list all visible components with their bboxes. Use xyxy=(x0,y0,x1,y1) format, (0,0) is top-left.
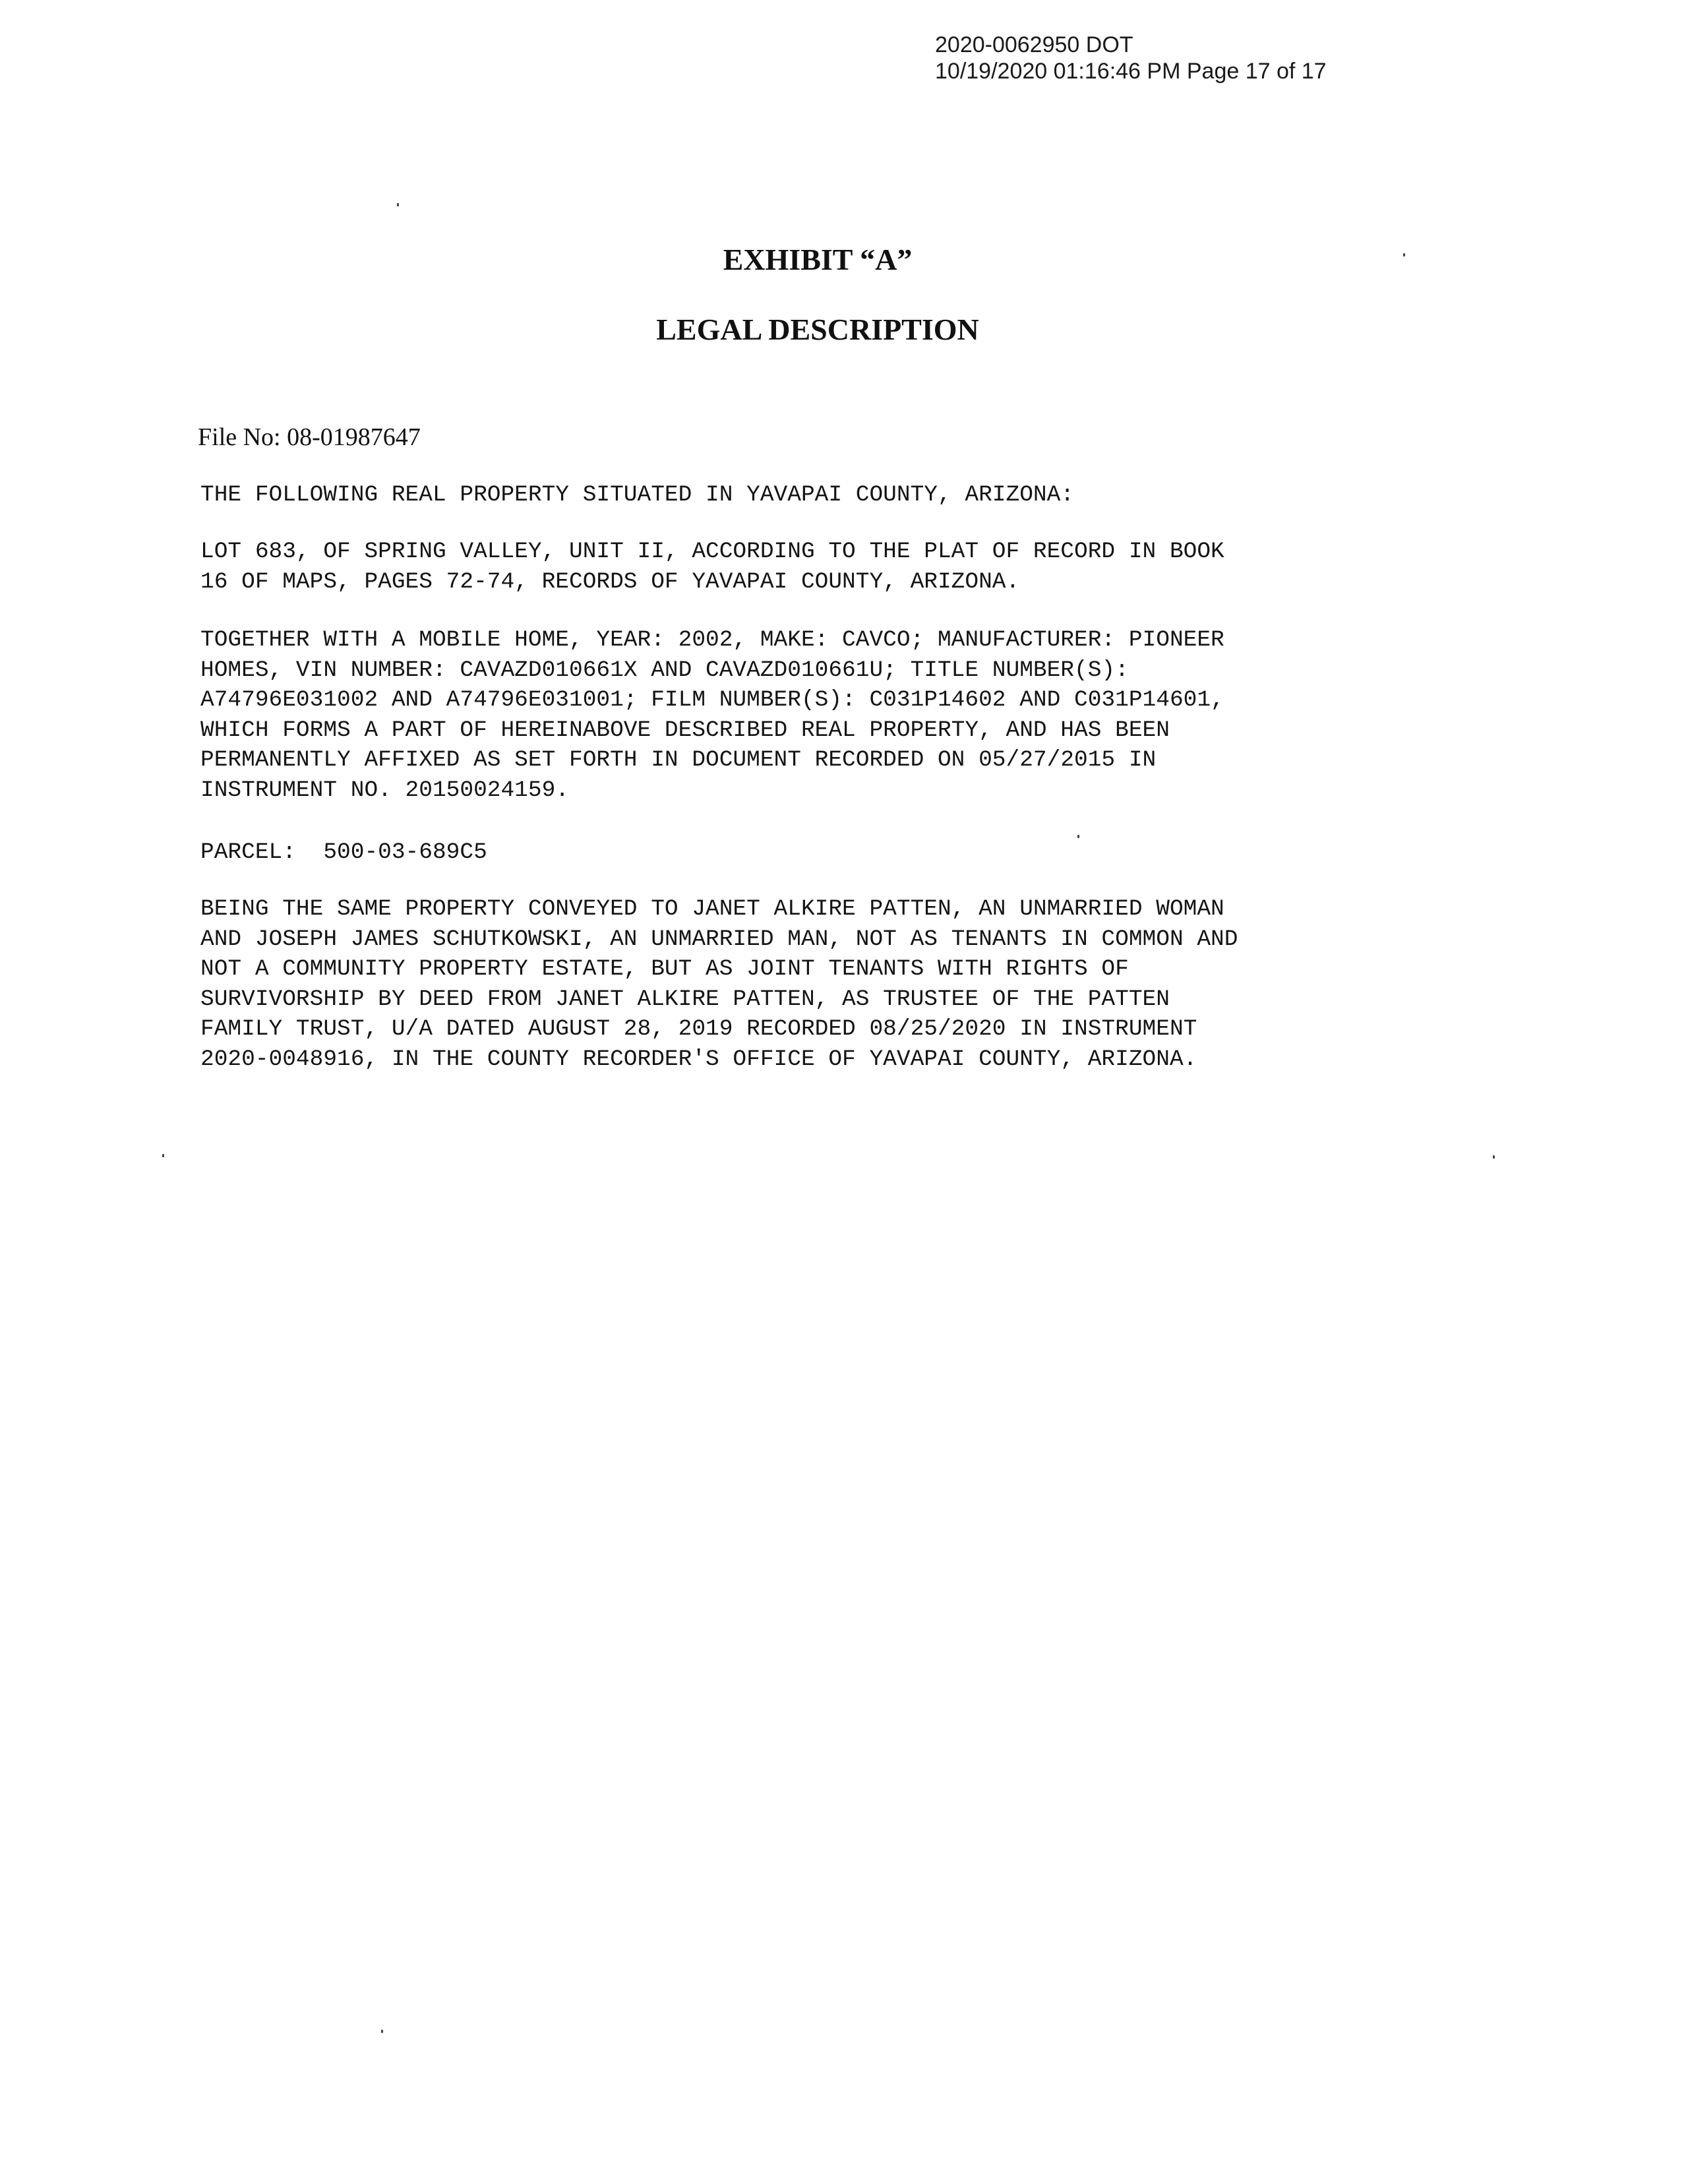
text-line: THE FOLLOWING REAL PROPERTY SITUATED IN YAVAPAI COUNTY, ARIZONA: xyxy=(200,482,1075,508)
text-line: AND JOSEPH JAMES SCHUTKOWSKI, AN UNMARRIED MAN, NOT AS TENANTS IN COMMON AND xyxy=(200,926,1238,952)
scan-speck xyxy=(1403,253,1405,257)
exhibit-heading: EXHIBIT “A” xyxy=(723,243,913,276)
text-line: FAMILY TRUST, U/A DATED AUGUST 28, 2019 RECORDED 08/25/2020 IN INSTRUMENT xyxy=(200,1016,1197,1042)
recording-stamp xyxy=(935,32,1327,84)
recording-timestamp: 10/19/2020 01:16:46 PM Page 17 of 17 xyxy=(935,59,1327,84)
text-line: SURVIVORSHIP BY DEED FROM JANET ALKIRE PATTEN, AS TRUSTEE OF THE PATTEN xyxy=(200,986,1170,1012)
paragraph-mobile-home xyxy=(200,625,1440,805)
text-line: LOT 683, OF SPRING VALLEY, UNIT II, ACCORDING TO THE PLAT OF RECORD IN BOOK xyxy=(200,539,1224,564)
scan-speck xyxy=(381,2030,383,2033)
text-line: WHICH FORMS A PART OF HEREINABOVE DESCRIBED REAL PROPERTY, AND HAS BEEN xyxy=(200,717,1170,743)
paragraph-parcel xyxy=(200,837,1440,868)
legal-description-heading: LEGAL DESCRIPTION xyxy=(656,313,979,346)
scan-speck xyxy=(1077,835,1079,838)
text-line: A74796E031002 AND A74796E031001; FILM NUMBER(S): C031P14602 AND C031P14601, xyxy=(200,687,1224,713)
text-line: BEING THE SAME PROPERTY CONVEYED TO JANET ALKIRE PATTEN, AN UNMARRIED WOMAN xyxy=(200,896,1224,922)
text-line: NOT A COMMUNITY PROPERTY ESTATE, BUT AS JOINT TENANTS WITH RIGHTS OF xyxy=(200,956,1129,982)
text-line: 16 OF MAPS, PAGES 72-74, RECORDS OF YAVAPAI COUNTY, ARIZONA. xyxy=(200,568,1020,595)
text-line: PARCEL: 500-03-689C5 xyxy=(200,839,487,865)
text-line: 2020-0048916, IN THE COUNTY RECORDER'S OFFICE OF YAVAPAI COUNTY, ARIZONA. xyxy=(200,1046,1197,1072)
scan-speck xyxy=(397,203,399,206)
text-line: PERMANENTLY AFFIXED AS SET FORTH IN DOCUMENT RECORDED ON 05/27/2015 IN xyxy=(200,747,1157,773)
recording-doc-number: 2020-0062950 DOT xyxy=(935,32,1133,57)
text-line: HOMES, VIN NUMBER: CAVAZD010661X AND CAVAZD010661U; TITLE NUMBER(S): xyxy=(200,657,1129,683)
paragraph-property-location xyxy=(200,480,1440,510)
paragraph-conveyance xyxy=(200,894,1440,1074)
text-line: INSTRUMENT NO. 20150024159. xyxy=(200,777,569,803)
scan-speck xyxy=(162,1154,164,1157)
text-line: TOGETHER WITH A MOBILE HOME, YEAR: 2002, MAKE: CAVCO; MANUFACTURER: PIONEER xyxy=(200,627,1224,653)
file-number: File No: 08-01987647 xyxy=(198,423,421,451)
scan-speck xyxy=(1493,1155,1495,1159)
paragraph-lot-description xyxy=(200,537,1440,597)
